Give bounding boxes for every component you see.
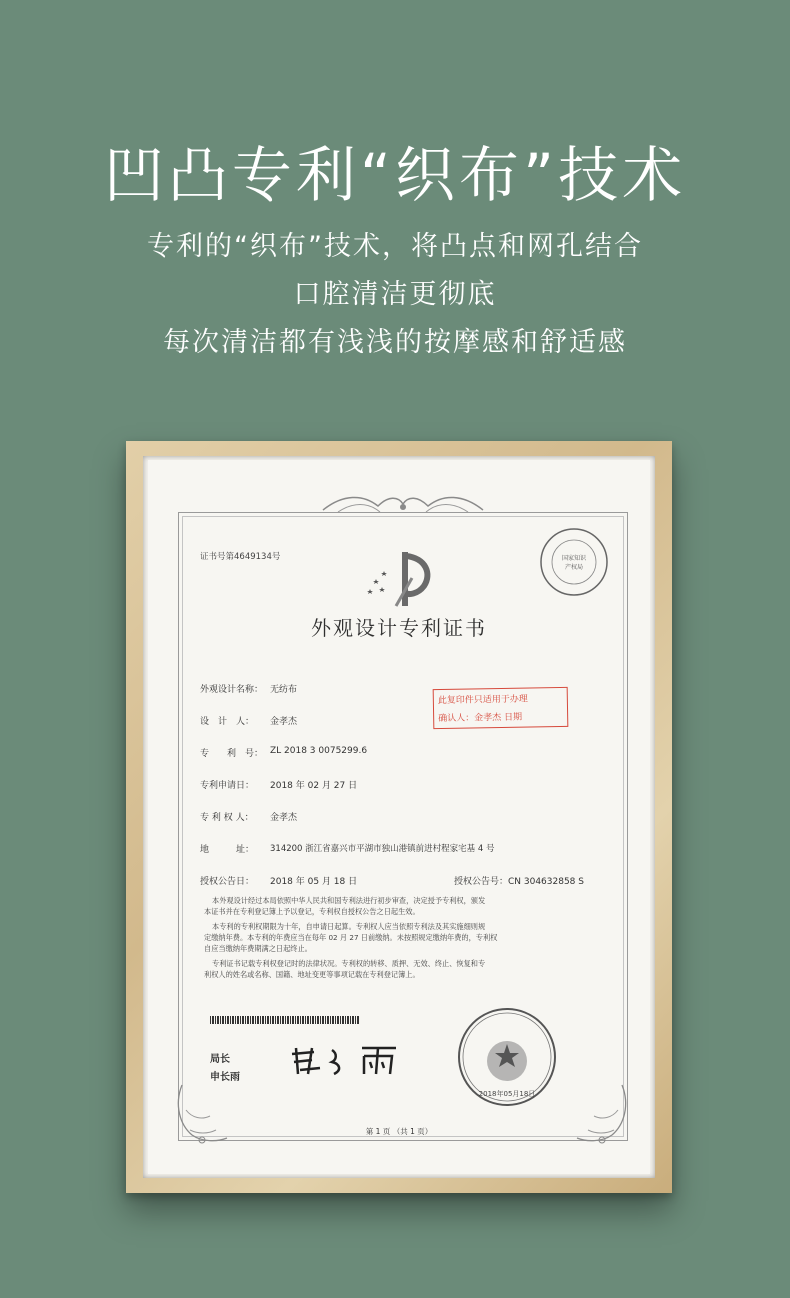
field-value-grant-date: 2018 年 05 月 18 日 [270,877,358,887]
patent-office-emblem-icon [360,548,440,610]
field-label-designer: 设 计 人： [200,717,255,727]
copy-use-stamp-line1: 此复印件只适用于办理 [437,694,528,707]
subline-3: 每次清洁都有浅浅的按摩感和舒适感 [163,327,627,358]
field-label-design-name: 外观设计名称： [200,685,264,695]
certificate-paper [148,460,650,1174]
office-seal-top-icon [538,526,610,598]
field-value-address: 314200 浙江省嘉兴市平湖市独山港镇前进村程家宅基 4 号 [270,844,495,854]
signature-image [286,1040,416,1080]
body-text-line: 本专利的专利权期限为十年，自申请日起算。专利权人应当依照专利法及其实施细则规 [212,922,486,931]
certificate-title: 外观设计专利证书 [311,616,487,640]
field-value-patentee: 金孝杰 [270,813,298,823]
barcode [210,1016,360,1024]
copy-use-stamp [433,687,569,729]
body-text-line: 定缴纳年费。本专利的年费应当在每年 02 月 27 日前缴纳。未按照规定缴纳年费的，专利权 [204,933,498,942]
field-label-patentee: 专 利 权 人： [200,813,254,823]
page-footer: 第 1 页 （共 1 页） [365,1127,433,1136]
subline-1: 专利的“织布”技术，将凸点和网孔结合 [147,231,643,262]
copy-use-stamp-line2: 确认人：金孝杰 日期 [438,712,523,725]
headline: 凹凸专利“织布”技术 [103,141,687,211]
field-label-filing-date: 专利申请日： [200,781,255,791]
director-label: 局长 [210,1054,230,1065]
seal-date: 2018年05月18日 [478,1090,536,1098]
field-label-address: 地 址： [200,845,255,855]
picture-frame [126,441,672,1193]
field-label-grant-date: 授权公告日： [200,877,255,887]
grant-number: 授权公告号：CN 304632858 S [454,877,584,887]
subline-2: 口腔清洁更彻底 [293,279,497,310]
body-text-line: 专利证书记载专利权登记时的法律状况。专利权的转移、质押、无效、终止、恢复和专 [212,959,486,968]
director-name: 申长雨 [210,1072,240,1083]
body-text-line: 自应当缴纳年费期满之日起终止。 [204,944,312,953]
svg-text:产权局: 产权局 [564,564,584,571]
national-ip-office-seal-icon [456,1006,558,1108]
frame-mat [143,456,655,1178]
ornament-bottom-right-icon [572,1080,632,1150]
body-text-line: 本证书并在专利登记簿上予以登记，专利权自授权公告之日起生效。 [204,907,420,916]
body-text-line: 本外观设计经过本局依照中华人民共和国专利法进行初步审查，决定授予专利权，颁发 [212,896,486,905]
certificate-number: 证书号第4649134号 [200,552,281,562]
field-value-design-name: 无纺布 [270,685,298,695]
field-value-designer: 金孝杰 [270,717,298,727]
body-text-line: 利权人的姓名或名称、国籍、地址变更等事项记载在专利登记簿上。 [204,970,420,979]
field-value-filing-date: 2018 年 02 月 27 日 [270,781,358,791]
ornament-top-icon [318,492,488,518]
ornament-bottom-left-icon [172,1080,232,1150]
svg-text:国家知识: 国家知识 [561,555,587,562]
field-label-patent-number: 专 利 号： [200,749,264,759]
field-value-patent-number: ZL 2018 3 0075299.6 [270,746,368,756]
